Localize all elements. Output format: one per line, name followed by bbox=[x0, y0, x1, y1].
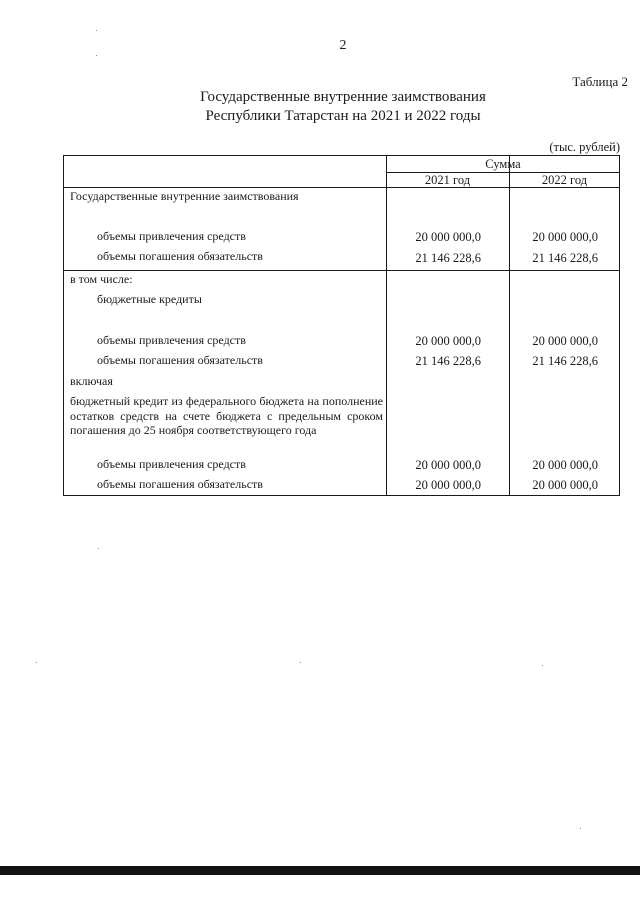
column-separator-years bbox=[509, 156, 510, 495]
section2-row4-label: объемы погашения обязательств bbox=[97, 477, 263, 491]
section1-row2-label: объемы погашения обязательств bbox=[97, 249, 263, 263]
page-number: 2 bbox=[339, 38, 347, 53]
section1-row2-2021: 21 146 228,6 bbox=[415, 251, 481, 265]
section2-row1-2021: 20 000 000,0 bbox=[415, 334, 481, 348]
borrowings-table bbox=[63, 155, 620, 496]
column-separator-label bbox=[386, 156, 387, 495]
header-sum: Сумма bbox=[485, 157, 521, 171]
section2-row2-2021: 21 146 228,6 bbox=[415, 354, 481, 368]
document-title-line-2: Республики Татарстан на 2021 и 2022 годы bbox=[205, 108, 481, 124]
scan-speck bbox=[36, 662, 37, 663]
section2-row1-2022: 20 000 000,0 bbox=[532, 334, 598, 348]
table-caption: Таблица 2 bbox=[572, 74, 628, 89]
scan-speck bbox=[300, 662, 301, 663]
document-title bbox=[0, 88, 640, 126]
header-year-2021: 2021 год bbox=[424, 173, 471, 187]
section2-row2-2022: 21 146 228,6 bbox=[532, 354, 598, 368]
section1-row1-2021: 20 000 000,0 bbox=[415, 230, 481, 244]
section1-row1-2022: 20 000 000,0 bbox=[532, 230, 598, 244]
scan-speck bbox=[96, 30, 97, 31]
section2-intro: в том числе: bbox=[70, 272, 133, 286]
section2-subtitle: бюджетные кредиты bbox=[97, 292, 202, 306]
section2-row4-2021: 20 000 000,0 bbox=[415, 478, 481, 492]
scan-bottom-edge bbox=[0, 866, 640, 875]
section1-row1-label: объемы привлечения средств bbox=[97, 229, 246, 243]
section-divider bbox=[64, 270, 619, 271]
header-bottom-line bbox=[64, 187, 619, 188]
section2-row1-label: объемы привлечения средств bbox=[97, 333, 246, 347]
document-title-line-1: Государственные внутренние заимствования bbox=[200, 89, 486, 105]
section2-row2-label: объемы погашения обязательств bbox=[97, 353, 263, 367]
section2-row3-2021: 20 000 000,0 bbox=[415, 458, 481, 472]
scan-speck bbox=[580, 828, 581, 829]
section2-row3-2022: 20 000 000,0 bbox=[532, 458, 598, 472]
section1-row2-2022: 21 146 228,6 bbox=[532, 251, 598, 265]
section1-title: Государственные внутренние заимствования bbox=[70, 189, 299, 203]
section2-description: бюджетный кредит из федерального бюджета на пополнение остатков средств на счете бюджета с предельным сроком погашения до 25 ноября соответствующего года bbox=[70, 394, 383, 437]
section2-row3-label: объемы привлечения средств bbox=[97, 457, 246, 471]
scan-speck bbox=[542, 665, 543, 666]
scan-speck bbox=[98, 548, 99, 549]
section2-including: включая bbox=[70, 374, 113, 388]
units-note: (тыс. рублей) bbox=[549, 140, 620, 154]
scan-speck bbox=[96, 55, 97, 56]
section2-row4-2022: 20 000 000,0 bbox=[532, 478, 598, 492]
header-year-2022: 2022 год bbox=[541, 173, 588, 187]
